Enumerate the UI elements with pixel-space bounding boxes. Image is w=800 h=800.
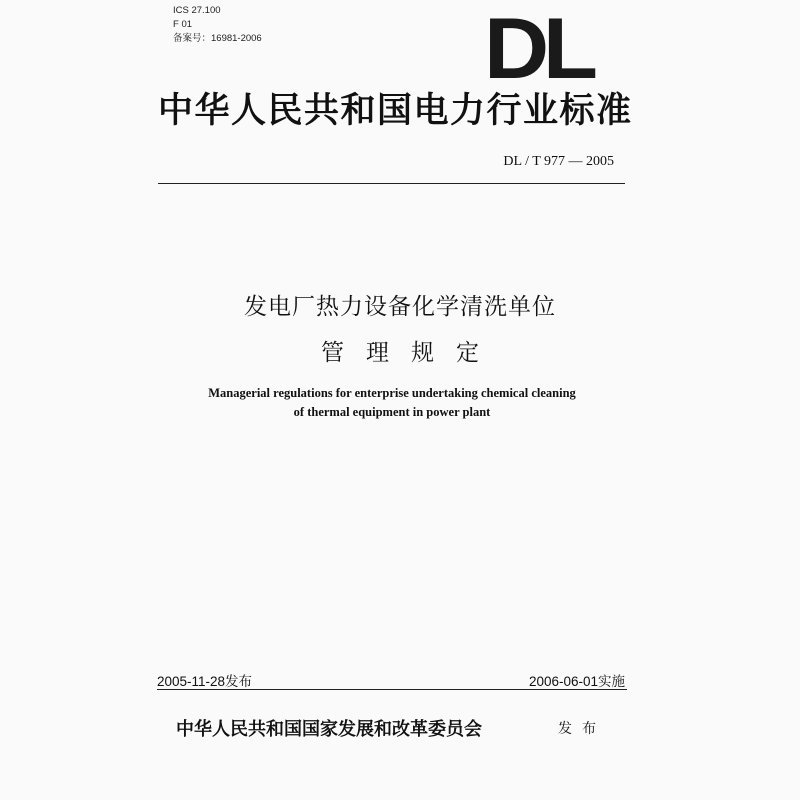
standard-number: DL / T 977 — 2005 (503, 154, 614, 169)
class-code: F 01 (173, 19, 193, 30)
top-divider (158, 183, 625, 184)
publish-label: 发布 (558, 721, 606, 737)
bottom-divider (157, 689, 627, 690)
implementation-date: 2006-06-01实施 (528, 674, 625, 689)
record-number: 备案号：16981-2006 (173, 33, 262, 44)
publisher-name: 中华人民共和国国家发展和改革委员会 (176, 719, 482, 740)
ics-code: ICS 27.100 (173, 5, 221, 16)
standard-category-title: 中华人民共和国电力行业标准 (158, 91, 633, 131)
document-title-cn-line1: 发电厂热力设备化学清洗单位 (244, 294, 556, 320)
document-title-cn-line2: 管理规定 (321, 340, 501, 366)
dl-logo: DL (484, 1, 592, 97)
classification-block (173, 4, 262, 46)
issue-date: 2005-11-28发布 (157, 674, 253, 689)
document-title-en-line2: of thermal equipment in power plant (293, 405, 491, 419)
document-title-en-line1: Managerial regulations for enterprise undertaking chemical cleaning (208, 386, 576, 400)
